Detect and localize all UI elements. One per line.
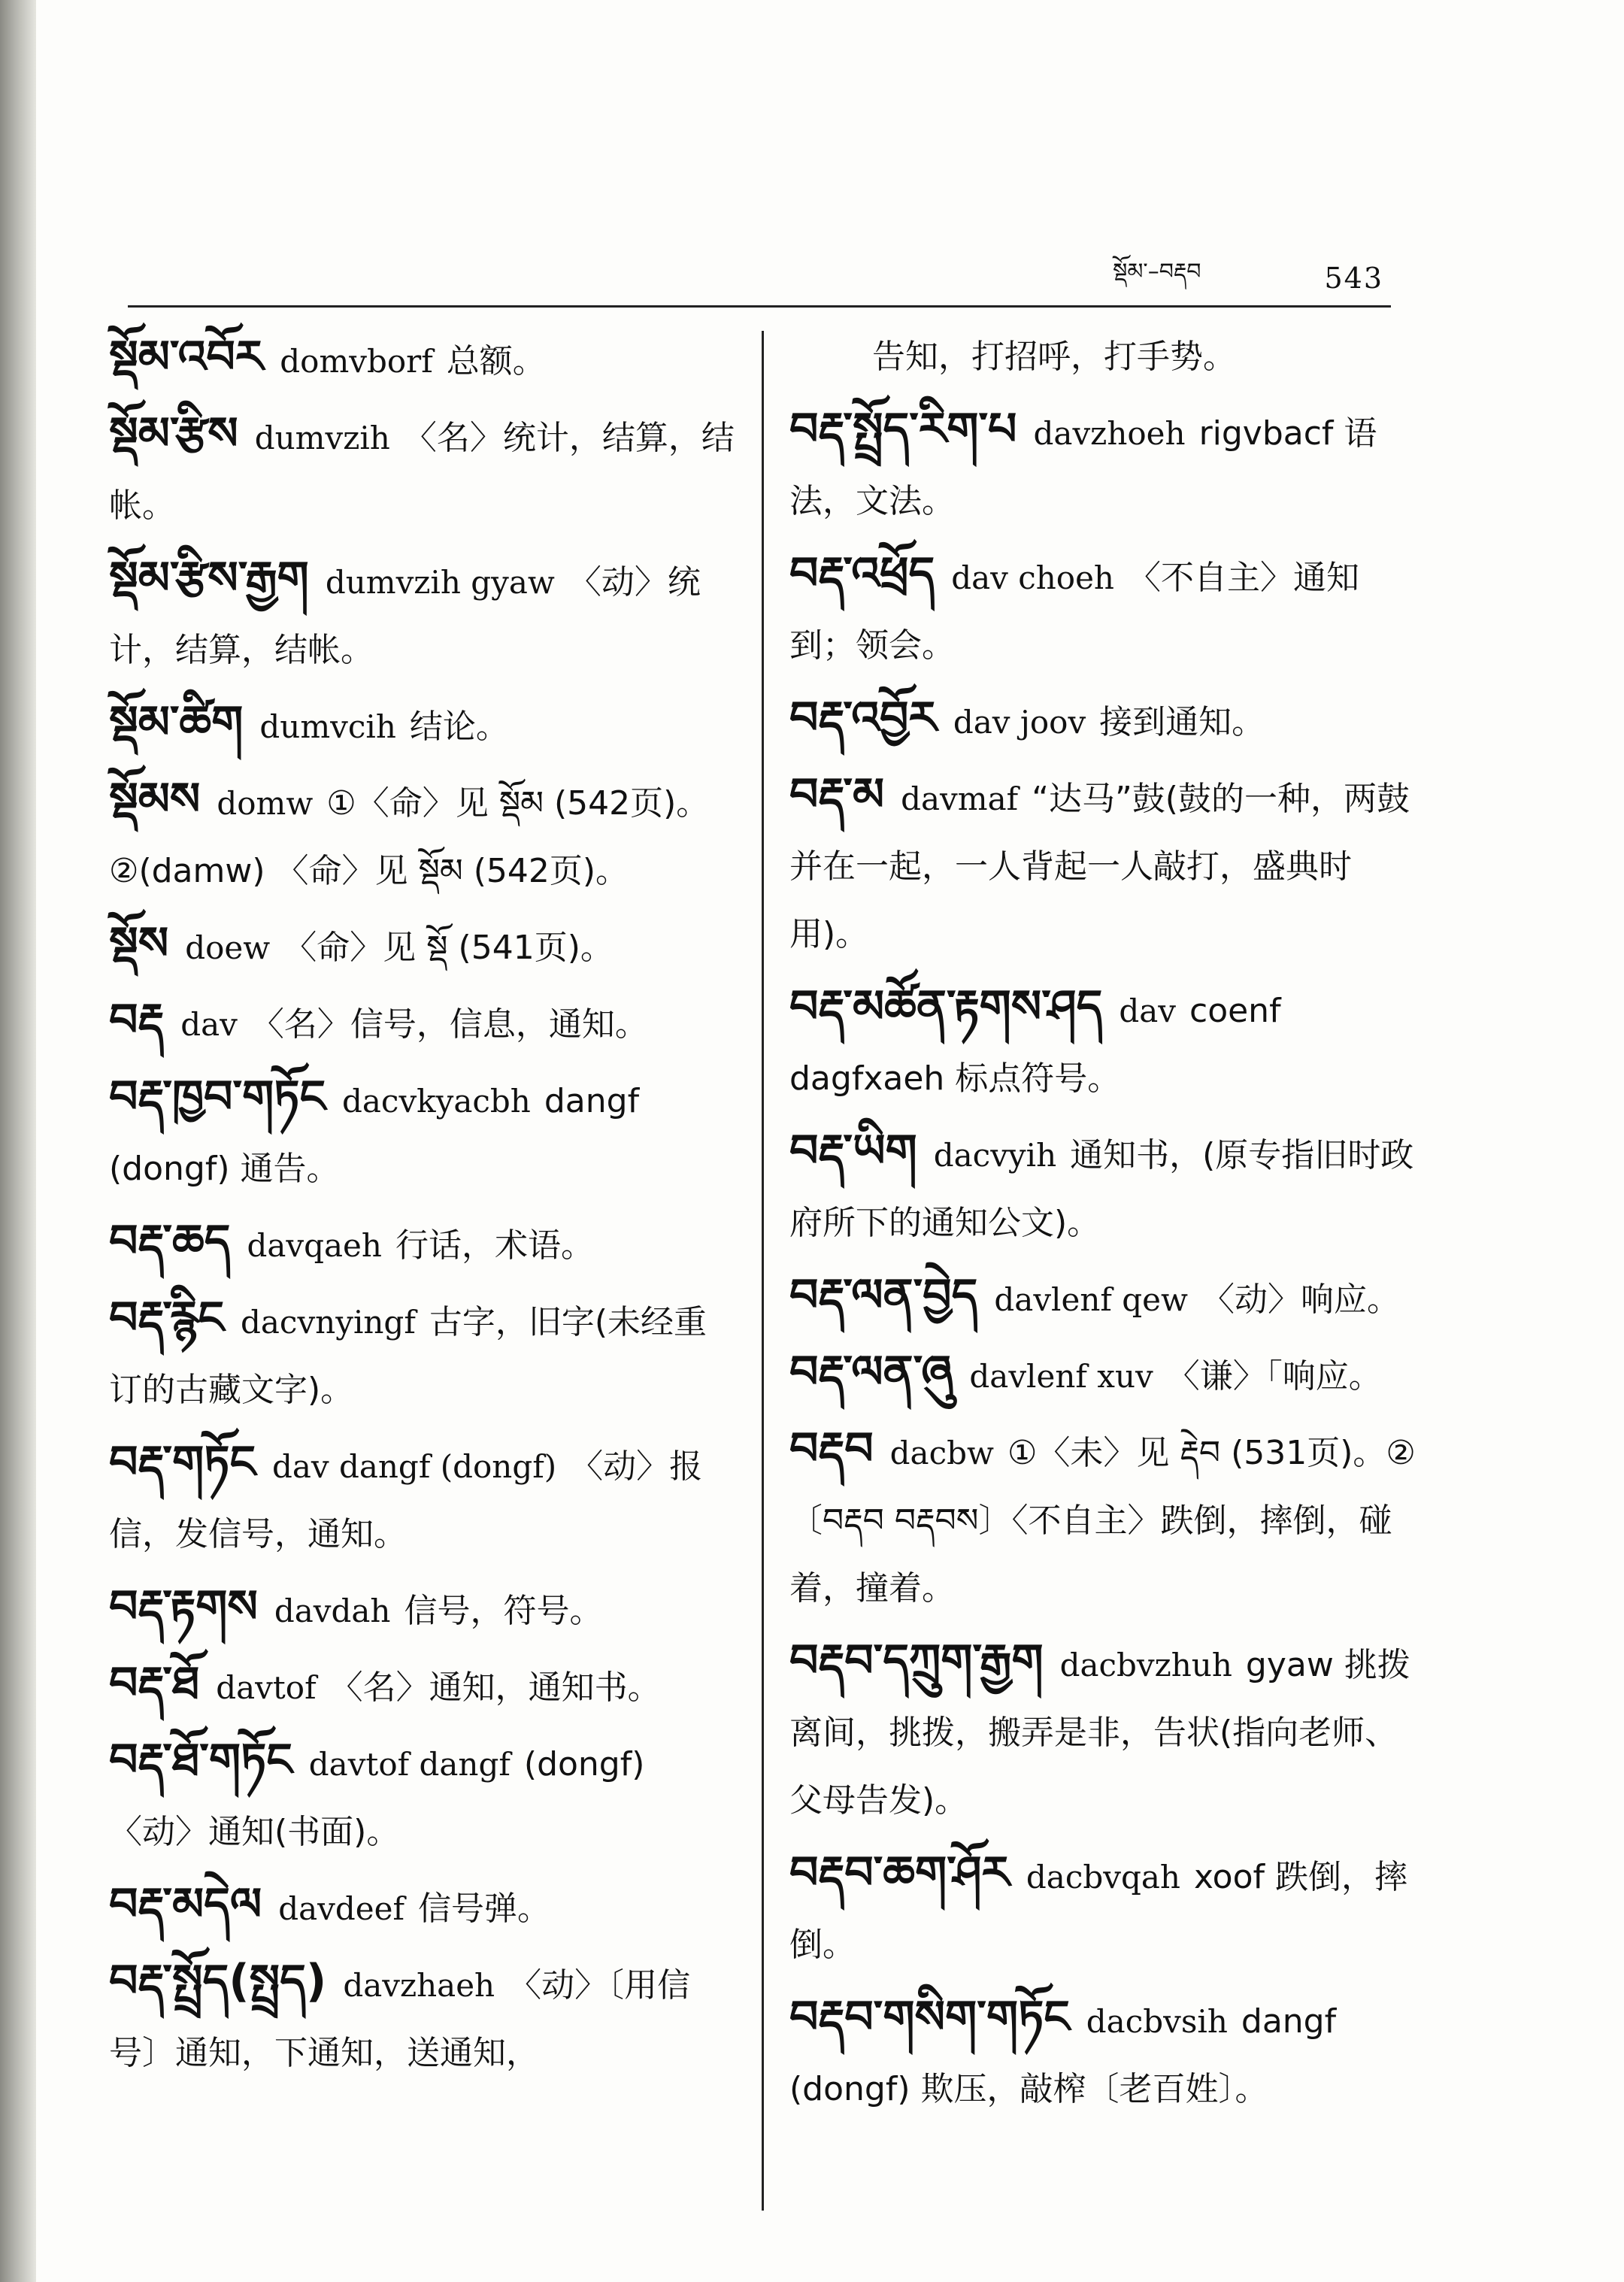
entry-pronunciation: davdah (274, 1593, 391, 1629)
dictionary-entry (109, 689, 737, 761)
entry-pronunciation: dav (180, 1006, 238, 1043)
entry-definition: 〈动〉报信，发信号，通知。 (109, 1447, 703, 1553)
running-head: སྡོམ་–བརྡབ (1113, 259, 1201, 285)
entry-definition: 〈名〉统计，结算，结帐。 (109, 419, 735, 525)
dictionary-entry (109, 1284, 737, 1424)
entry-definition: “达马”鼓(鼓的一种，两鼓并在一起，一人背起一人敲打，盛典时用)。 (789, 780, 1410, 953)
entry-pronunciation: dav joov (953, 704, 1086, 741)
scan-edge-shadow (0, 0, 36, 2282)
entry-definition: 〈动〉统计，结算，结帐。 (109, 563, 701, 669)
entry-headword: བརྡ་ལན་ཞུ (789, 1346, 953, 1399)
entry-headword: བརྡ་ཐོ (109, 1657, 200, 1710)
dictionary-entry (789, 395, 1425, 535)
entry-headword: བརྡ་རྙིང (109, 1292, 224, 1344)
entry-pronunciation: dacvnyingf (241, 1304, 416, 1341)
entry-definition: 〈命〉见 སྡོ (541页)。 (283, 929, 614, 967)
entry-headword: སྡོམས (109, 773, 201, 826)
entry-pronunciation: dacvyih (933, 1137, 1057, 1174)
entry-pronunciation: domvborf (280, 343, 433, 380)
entry-definition: dangf (dongf) 通告。 (109, 1082, 640, 1188)
entry-definition: 〈动〉〔用信号〕通知，下通知，送通知， (109, 1966, 691, 2072)
entry-pronunciation: davzhaeh (343, 1967, 495, 2004)
dictionary-entry (789, 540, 1425, 680)
entry-pronunciation: dav dangf (dongf) (271, 1448, 557, 1485)
entry-pronunciation: dumvzih gyaw (325, 564, 555, 601)
dictionary-entry (789, 1117, 1425, 1257)
dictionary-entry (109, 1063, 737, 1203)
header-rule (128, 305, 1391, 308)
entry-pronunciation: davlenf qew (994, 1281, 1188, 1318)
entry-headword: བརྡ་ཐོ་གཏོང (109, 1734, 292, 1787)
entry-definition: 〈谦〉「响应。 (1166, 1357, 1382, 1396)
entry-definition: 〈名〉通知，通知书。 (329, 1668, 661, 1707)
dictionary-entry (789, 973, 1425, 1113)
entry-headword: བརྡ་འཕྲོད (789, 547, 935, 600)
entry-definition: 信号，符号。 (404, 1592, 603, 1630)
entry-pronunciation: dumvcih (259, 708, 396, 745)
entry-headword: སྡོས (109, 917, 169, 970)
dictionary-entry (109, 1650, 737, 1722)
dictionary-entry (109, 1208, 737, 1280)
dictionary-entry (109, 910, 737, 982)
entry-headword: སྡོམ་རྩིས་རྒྱག (109, 552, 309, 605)
entry-pronunciation: dacbvzhuh (1059, 1647, 1232, 1683)
column-divider (762, 331, 764, 2211)
dictionary-entry (789, 1839, 1425, 1979)
entry-definition: 〈名〉信号，信息，通知。 (250, 1005, 648, 1044)
entry-headword: བརྡ་སྤྲོད་རིག་པ (789, 403, 1017, 456)
dictionary-entry (109, 1871, 737, 1943)
entry-pronunciation: dacbvqah (1026, 1859, 1180, 1896)
entry-pronunciation: dav (1119, 993, 1176, 1029)
entry-pronunciation: dacbvsih (1086, 2003, 1228, 2040)
dictionary-entry (109, 1726, 737, 1866)
entry-headword: བརྡབ་ཆག་ཤོར (789, 1847, 1010, 1899)
entry-definition: 结论。 (409, 708, 509, 746)
entry-pronunciation: dav choeh (951, 559, 1114, 596)
entry-definition: 总额。 (446, 342, 546, 380)
entry-headword: བརྡ (109, 994, 165, 1047)
entry-definition: dangf (dongf) 欺压，敲榨〔老百姓〕。 (789, 2002, 1337, 2108)
entry-headword: བརྡ་རྟགས (109, 1580, 258, 1633)
entry-pronunciation: davtof (216, 1669, 317, 1706)
entry-definition: coenf dagfxaeh 标点符号。 (789, 992, 1281, 1098)
entry-headword: བརྡ་མ (789, 768, 885, 821)
entry-definition: 接到通知。 (1099, 703, 1265, 741)
entry-headword: སྡོམ་འབོར (109, 331, 264, 383)
entry-headword: བརྡ་ཡིག (789, 1125, 917, 1177)
entry-definition: ①〈未〉见 རྡེབ (531页)。②〔བརྡབ བརྡབས〕〈不自主〉跌倒，摔倒，碰着，撞着。 (789, 1434, 1416, 1608)
entry-headword: བརྡ་སྤྲོད(སྤྲད) (109, 1955, 327, 2008)
entry-definition: 信号弹。 (418, 1890, 551, 1928)
entry-definition: gyaw 挑拨离间，挑拨，搬弄是非，告状(指向老师、父母告发)。 (789, 1646, 1410, 1820)
dictionary-entry (109, 400, 737, 540)
dictionary-entry (789, 761, 1425, 968)
entry-pronunciation: dumvzih (254, 420, 390, 456)
entry-headword: བརྡབ (789, 1423, 874, 1475)
dictionary-entry (109, 1429, 737, 1568)
entry-definition: 〈动〉响应。 (1201, 1280, 1400, 1319)
entry-headword: སྡོམ་རྩིས (109, 408, 238, 460)
dictionary-entry (789, 684, 1425, 756)
page-header (1113, 256, 1383, 301)
dictionary-entry (109, 986, 737, 1059)
dictionary-entry (789, 1415, 1425, 1623)
entry-definition: 〈不自主〉通知到；领会。 (789, 559, 1359, 665)
entry-definition: ①〈命〉见 སྡོམ (542页)。②(damw) 〈命〉见 སྡོམ (542页)。 (109, 784, 710, 890)
entry-headword: བརྡ་མདེལ (109, 1878, 262, 1931)
entry-pronunciation: domw (217, 785, 314, 822)
dictionary-entry (109, 1573, 737, 1645)
entry-definition: 古字，旧字(未经重订的古藏文字)。 (109, 1303, 707, 1409)
page-number: 543 (1324, 262, 1383, 295)
entry-headword: བརྡ་འབྱོར (789, 692, 937, 744)
dictionary-entry (789, 1627, 1425, 1835)
entry-pronunciation: davtof dangf (308, 1746, 511, 1783)
dictionary-entry (109, 544, 737, 684)
entry-headword: བརྡབ་གསིག་གཏོང (789, 1991, 1070, 2044)
entry-headword: བརྡ་ལན་བྱེད (789, 1269, 978, 1322)
entry-definition: 通知书，(原专指旧时政府所下的通知公文)。 (789, 1136, 1414, 1242)
dictionary-entry (109, 1947, 737, 2087)
entry-definition: rigvbacf 语法，文法。 (789, 414, 1377, 520)
entry-headword: བརྡབ་དཀྲུག་རྒྱག (789, 1635, 1044, 1687)
entry-headword: བརྡ་ཆད (109, 1215, 231, 1268)
entry-pronunciation: davmaf (901, 780, 1019, 817)
left-column (109, 323, 737, 2092)
entry-pronunciation: davzhoeh (1033, 415, 1186, 452)
entry-pronunciation: davdeef (278, 1890, 405, 1927)
entry-pronunciation: dacbw (889, 1435, 994, 1471)
entry-pronunciation: doew (185, 929, 271, 966)
entry-definition: (dongf) 〈动〉通知(书面)。 (109, 1745, 645, 1851)
dictionary-entry (789, 1338, 1425, 1411)
dictionary-entry (109, 765, 737, 905)
entry-headword: བརྡ་ཁྱབ་གཏོང (109, 1071, 326, 1123)
entry-pronunciation: davlenf xuv (969, 1358, 1153, 1395)
entry-definition: 行话，术语。 (395, 1226, 594, 1265)
dictionary-entry (789, 1983, 1425, 2123)
entry-definition: xoof 跌倒，摔倒。 (789, 1858, 1407, 1964)
dictionary-entry (789, 1262, 1425, 1334)
entry-headword: བརྡ་གཏོང (109, 1436, 256, 1489)
entry-headword: སྡོམ་ཚིག (109, 696, 244, 749)
right-column (789, 323, 1425, 2128)
entry-pronunciation: davqaeh (247, 1227, 382, 1264)
entry-headword: བརྡ་མཚོན་རྟགས་ཤད (789, 980, 1103, 1033)
dictionary-entry (109, 323, 737, 395)
entry-continuation: 告知，打招呼，打手势。 (872, 338, 1236, 376)
entry-pronunciation: dacvkyacbh (342, 1083, 531, 1120)
